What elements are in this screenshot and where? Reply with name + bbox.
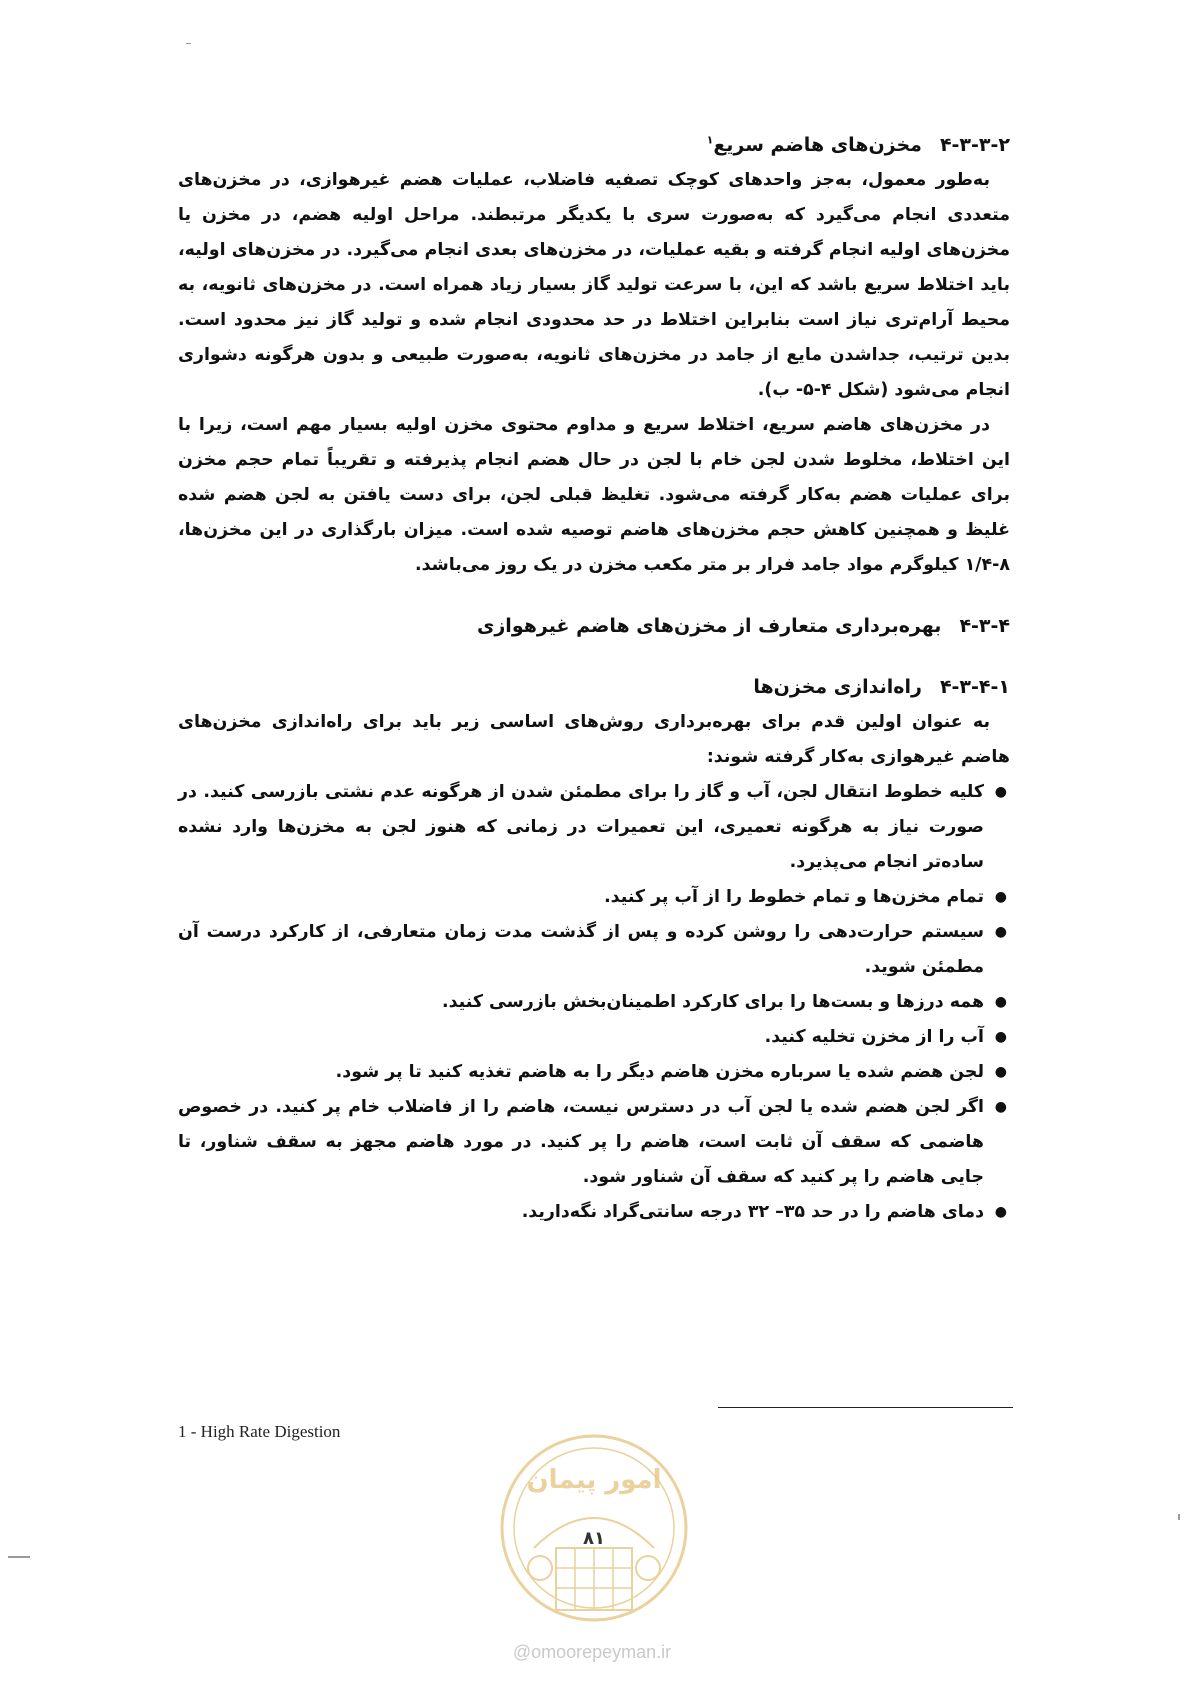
list-item-text: دمای هاضم را در حد ۳۵– ۳۲ درجه سانتی‌گراد نگه‌دارید. (521, 1202, 984, 1222)
page-number: ۸۱ (583, 1528, 605, 1549)
margin-tick (186, 43, 191, 44)
bullet-icon: ● (994, 924, 1007, 940)
list-item (178, 775, 1010, 880)
list-item (178, 1020, 1010, 1055)
list-item (178, 915, 1010, 985)
list-item-text: آب را از مخزن تخلیه کنید. (764, 1027, 984, 1047)
section-number: ۴-۳-۴ (959, 615, 1010, 637)
paragraph: در مخزن‌های هاضم سریع، اختلاط سریع و مداوم محتوی مخزن اولیه بسیار مهم است، زیرا با این اختلاط، مخلوط شدن لجن خام با لجن در حال هضم انجام پذیرفته و تقریباً تمام حجم مخزن برای عملیات هضم به‌کار گرفته می‌شود. تغلیظ قبلی لجن، برای دست یافتن به لجن هضم شده غلیظ و همچنین کاهش حجم مخزن‌های هاضم توصیه شده است. میزان بارگذاری در این مخزن‌ها، ۸-۱/۴ کیلوگرم مواد جامد فرار بر متر مکعب مخزن در یک روز می‌باشد. (178, 415, 1010, 575)
footnote: 1 - High Rate Digestion (178, 1422, 341, 1441)
list-item (178, 1090, 1010, 1195)
bullet-icon: ● (994, 1029, 1007, 1045)
list-item (178, 1195, 1010, 1230)
page-content (178, 128, 1010, 1230)
paragraph: به‌طور معمول، به‌جز واحدهای کوچک تصفیه فاضلاب، عملیات هضم غیرهوازی، در مخزن‌های متعددی انجام می‌گیرد که به‌صورت سری با یکدیگر مرتبطند. مراحل اولیه هضم، در مخزن یا مخزن‌های اولیه انجام گرفته و بقیه عملیات، در مخزن‌های بعدی انجام می‌گیرد. در مخزن‌های اولیه، باید اختلاط سریع باشد که این، با سرعت تولید گاز بسیار زیاد همراه است. در مخزن‌های ثانویه، به محیط آرام‌تری نیاز است بنابراین اختلاط در حد محدودی انجام شده و تولید گاز نیز محدود است. بدین ترتیب، جداشدن مایع از جامد در مخزن‌های ثانویه، به‌صورت طبیعی و بدون هرگونه دشواری انجام می‌شود (شکل ۴-۵- ب). (178, 170, 1010, 400)
bullet-icon: ● (994, 1204, 1007, 1220)
section-title: مخزن‌های هاضم سریع (713, 134, 922, 156)
bullet-icon: ● (994, 994, 1007, 1010)
site-watermark: @omoorepeyman.ir (512, 1642, 672, 1662)
startup-steps-list (178, 775, 1010, 1230)
section-heading-startup (178, 670, 1010, 705)
bullet-icon: ● (994, 1064, 1007, 1080)
list-item (178, 985, 1010, 1020)
section-title: راه‌اندازی مخزن‌ها (753, 676, 922, 698)
list-item-text: تمام مخزن‌ها و تمام خطوط را از آب پر کنید. (604, 887, 984, 907)
bullet-icon: ● (994, 889, 1007, 905)
bullet-icon: ● (994, 1099, 1007, 1115)
list-item-text: سیستم حرارت‌دهی را روشن کرده و پس از گذشت مدت زمان متعارفی، از کارکرد درست آن مطمئن شوید. (178, 922, 984, 977)
paragraph: به عنوان اولین قدم برای بهره‌برداری روش‌های اساسی زیر باید برای راه‌اندازی مخزن‌های هاضم غیرهوازی به‌کار گرفته شوند: (178, 712, 1010, 767)
list-item-text: لجن هضم شده یا سرباره مخزن هاضم دیگر را به هاضم تغذیه کنید تا پر شود. (335, 1062, 984, 1082)
section-heading-high-rate (178, 128, 1010, 163)
section-heading-operation (178, 609, 1010, 644)
list-item (178, 1055, 1010, 1090)
stamp-text: امور پیمان (526, 1465, 662, 1495)
footnote-divider (718, 1407, 1013, 1408)
section-title: بهره‌برداری متعارف از مخزن‌های هاضم غیرهوازی (476, 615, 942, 637)
footnote-reference: ۱ (706, 133, 714, 147)
list-item (178, 880, 1010, 915)
list-item-text: کلیه خطوط انتقال لجن، آب و گاز را برای مطمئن شدن از هرگونه عدم نشتی بازرسی کنید. در صورت نیاز به هرگونه تعمیری، این تعمیرات در زمانی که هنوز لجن به مخزن‌ها وارد نشده ساده‌تر انجام می‌پذیرد. (178, 782, 984, 872)
margin-tick (1178, 1514, 1180, 1520)
list-item-text: همه درزها و بست‌ها را برای کارکرد اطمینان‌بخش بازرسی کنید. (441, 992, 984, 1012)
bullet-icon: ● (994, 784, 1007, 800)
margin-tick (8, 1556, 30, 1558)
section-number: ۴-۳-۳-۲ (939, 134, 1010, 156)
section-number: ۴-۳-۴-۱ (939, 676, 1010, 698)
list-item-text: اگر لجن هضم شده یا لجن آب در دسترس نیست، هاضم را از فاضلاب خام پر کنید. در خصوص هاضمی که سقف آن ثابت است، هاضم را پر کنید. در مورد هاضم مجهز به سقف شناور، تا جایی هاضم را پر کنید که سقف آن شناور شود. (178, 1097, 984, 1187)
